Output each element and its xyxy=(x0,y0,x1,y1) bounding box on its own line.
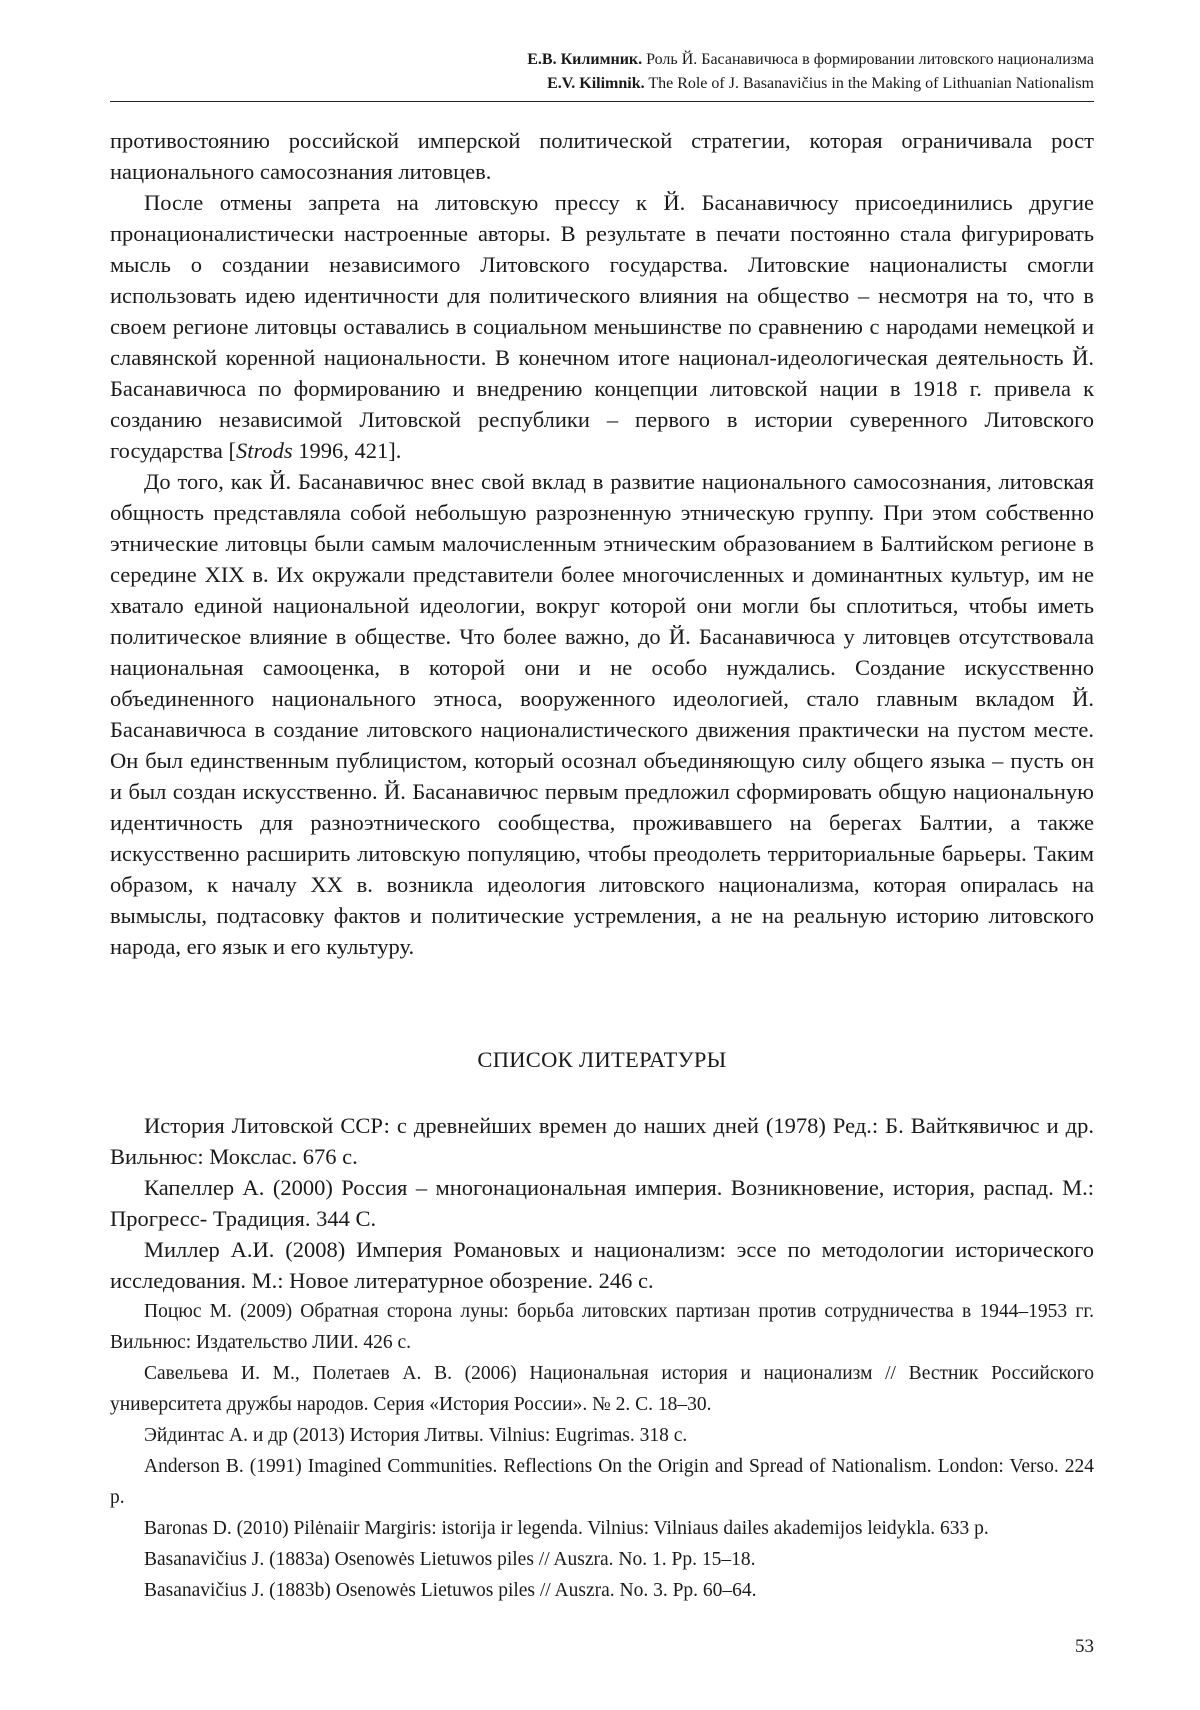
header-author-ru: Е.В. Килимник. xyxy=(527,51,643,68)
running-header xyxy=(110,48,1094,102)
header-title-ru: Роль Й. Басанавичюса в формировании литовского национализма xyxy=(646,51,1094,68)
header-title-en: The Role of J. Basanavičius in the Making of Lithuanian Nationalism xyxy=(648,75,1094,92)
reference-item: Эйдинтас А. и др (2013) История Литвы. Vilnius: Eugrimas. 318 с. xyxy=(144,1425,688,1446)
paragraph-2-citation-end: 1996, 421]. xyxy=(292,438,402,463)
page-number: 53 xyxy=(1075,1636,1094,1657)
references-heading: СПИСОК ЛИТЕРАТУРЫ xyxy=(477,1047,727,1072)
reference-item: Anderson B. (1991) Imagined Communities. Reflections On the Origin and Spread of Nationalism. London: Verso. 224 p. xyxy=(110,1456,1094,1508)
paragraph-2-text: После отмены запрета на литовскую прессу к Й. Басанавичюсу присоединились другие пронационалистически настроенные авторы. В результате в печати постоянно стала фигурировать мысль о создании независимого Литовского государства. Литовские националисты смогли использовать идею идентичности для политического влияния на общество – несмотря на то, что в своем регионе литовцы оставались в социальном меньшинстве по сравнению с народами немецкой и славянской коренной национальности. В конечном итоге национал-идеологическая деятельность Й. Басанавичюса по формированию и внедрению концепции литовской нации в 1918 г. привела к созданию независимой Литовской республики – первого в истории суверенного Литовского государства [ xyxy=(110,190,1094,463)
main-text xyxy=(110,125,1094,962)
paragraph-1: противостоянию российской имперской политической стратегии, которая ограничивала рост национального самосознания литовцев. xyxy=(110,128,1094,184)
reference-item: Basanavičius J. (1883b) Osenowės Lietuwos piles // Auszra. No. 3. Pp. 60–64. xyxy=(144,1580,757,1601)
reference-item: Поцюс М. (2009) Обратная сторона луны: борьба литовских партизан против сотрудничества в 1944–1953 гг. Вильнюс: Издательство ЛИИ. 426 с. xyxy=(110,1301,1094,1353)
header-line-russian xyxy=(110,48,1094,72)
header-line-english xyxy=(110,72,1094,96)
header-author-en: E.V. Kilimnik. xyxy=(547,75,645,92)
reference-item: История Литовской ССР: с древнейших времен до наших дней (1978) Ред.: Б. Вайткявичюс и др. Вильнюс: Мокслас. 676 с. xyxy=(110,1113,1094,1169)
reference-item: Капеллер А. (2000) Россия – многонациональная империя. Возникновение, история, распад. М.: Прогресс- Традиция. 344 С. xyxy=(110,1175,1094,1231)
citation-author: Strods xyxy=(235,438,293,463)
paragraph-3: До того, как Й. Басанавичюс внес свой вклад в развитие национального самосознания, литовская общность представляла собой небольшую разрозненную этническую группу. При этом собственно этнические литовцы были самым малочисленным этническим образованием в Балтийском регионе в середине XIX в. Их окружали представители более многочисленных и доминантных культур, им не хватало единой национальной идеологии, вокруг которой они могли бы сплотиться, чтобы иметь политическое влияние в обществе. Что более важно, до Й. Басанавичюса у литовцев отсутствовала национальная самооценка, в которой они и не особо нуждались. Создание искусственно объединенного национального этноса, вооруженного идеологией, стало главным вкладом Й. Басанавичюса в создание литовского националистического движения практически на пустом месте. Он был единственным публицистом, который осознал объединяющую силу общего языка – пусть он и был создан искусственно. Й. Басанавичюс первым предложил сформировать общую национальную идентичность для разноэтнического сообщества, проживавшего на берегах Балтии, а также искусственно расширить литовскую популяцию, чтобы преодолеть территориальные барьеры. Таким образом, к началу XX в. возникла идеология литовского национализма, которая опиралась на вымыслы, подтасовку фактов и политические устремления, а не на реальную историю литовского народа, его язык и его культуру. xyxy=(110,469,1094,959)
references-list xyxy=(110,1110,1094,1606)
paragraph-2 xyxy=(110,187,1094,466)
reference-item: Савельева И. М., Полетаев А. В. (2006) Национальная история и национализм // Вестник Российского университета дружбы народов. Серия «История России». № 2. С. 18–30. xyxy=(110,1363,1094,1415)
reference-item: Basanavičius J. (1883a) Osenowės Lietuwos piles // Auszra. No. 1. Pp. 15–18. xyxy=(144,1549,756,1570)
reference-item: Baronas D. (2010) Pilėnaiir Margiris: istorija ir legenda. Vilnius: Vilniaus dailes akademijos leidykla. 633 p. xyxy=(144,1518,989,1539)
reference-item: Миллер А.И. (2008) Империя Романовых и национализм: эссе по методологии исторического исследования. М.: Новое литературное обозрение. 246 с. xyxy=(110,1237,1094,1293)
